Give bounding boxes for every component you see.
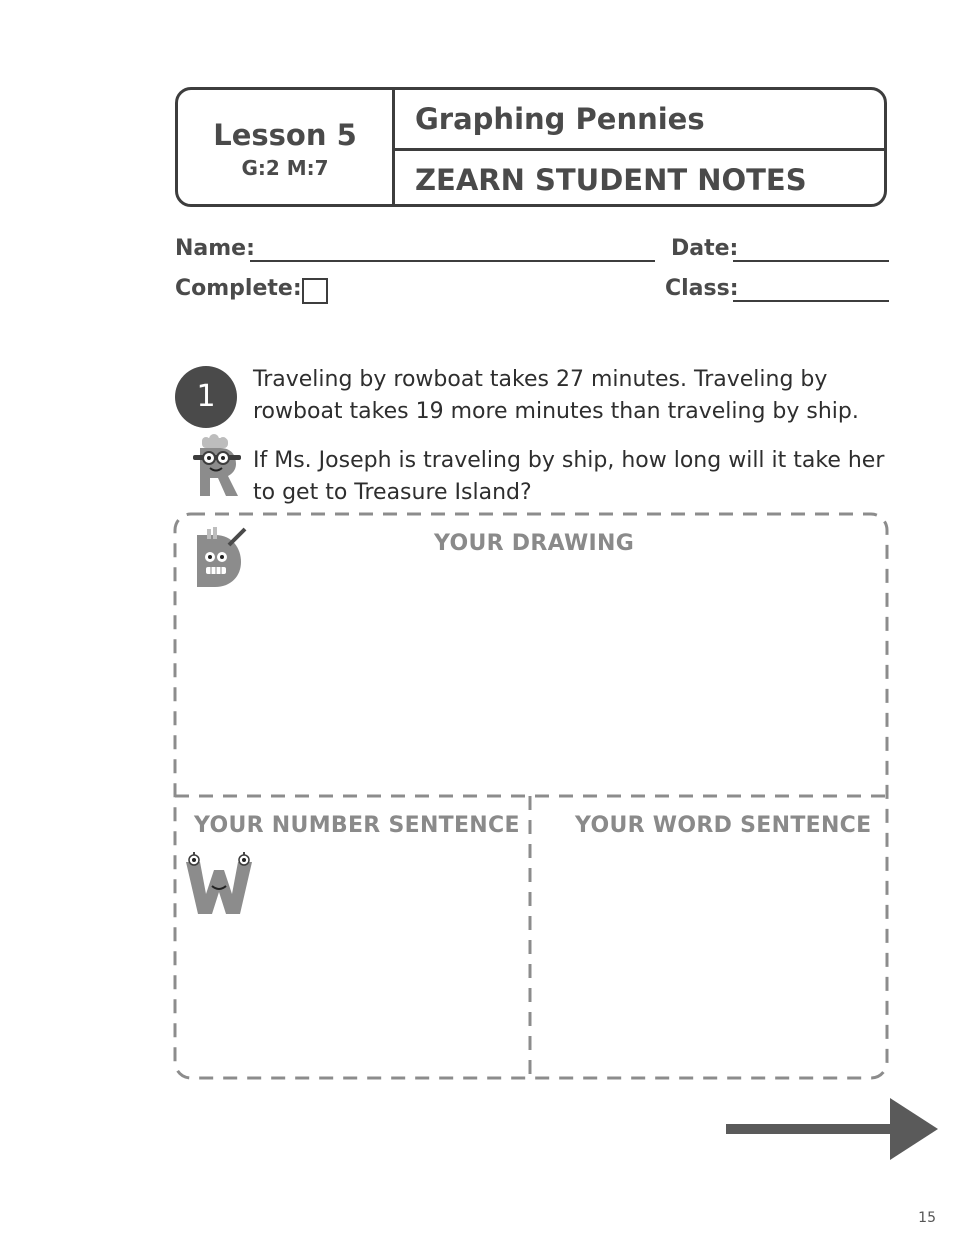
- drawing-area[interactable]: [177, 516, 885, 794]
- problem-number-badge: 1: [175, 366, 237, 428]
- date-label: Date:: [671, 236, 739, 261]
- number-sentence-area[interactable]: [177, 798, 528, 1076]
- drawing-label: YOUR DRAWING: [434, 531, 635, 556]
- class-label: Class:: [665, 276, 739, 301]
- problem-question-line-1: If Ms. Joseph is traveling by ship, how long will it take her: [253, 448, 885, 473]
- lesson-title: Graphing Pennies: [415, 102, 705, 136]
- page-number: 15: [918, 1210, 936, 1226]
- lesson-number: Lesson 5: [213, 118, 357, 152]
- number-sentence-label: YOUR NUMBER SENTENCE: [194, 813, 520, 838]
- name-label: Name:: [175, 236, 255, 261]
- problem-question-line-2: to get to Treasure Island?: [253, 480, 532, 505]
- word-sentence-label: YOUR WORD SENTENCE: [575, 813, 872, 838]
- d-character-icon: [193, 527, 249, 589]
- word-sentence-area[interactable]: [532, 798, 885, 1076]
- problem-text-line-2: rowboat takes 19 more minutes than traveling by ship.: [253, 399, 859, 424]
- w-character-icon: [184, 848, 254, 916]
- notes-title: ZEARN STUDENT NOTES: [415, 163, 807, 197]
- problem-text-line-1: Traveling by rowboat takes 27 minutes. Traveling by: [253, 367, 828, 392]
- lesson-code: G:2 M:7: [241, 156, 329, 180]
- complete-label: Complete:: [175, 276, 302, 301]
- next-arrow-icon[interactable]: [724, 1096, 940, 1162]
